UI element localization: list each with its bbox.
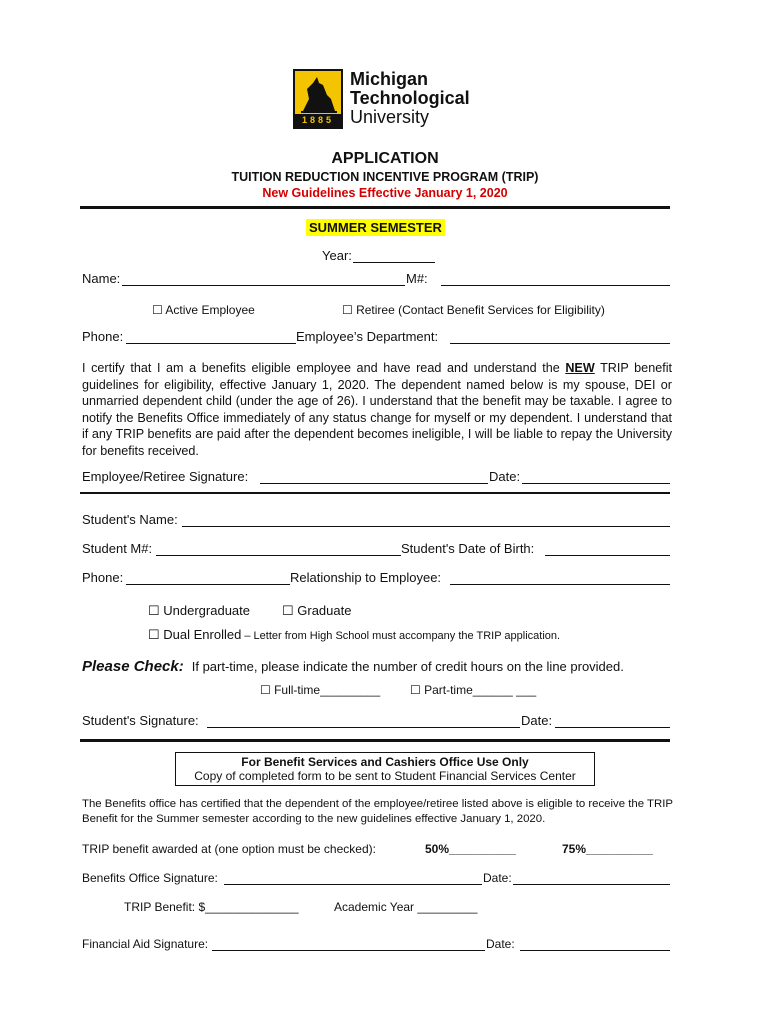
logo-line2: Technological bbox=[350, 88, 470, 108]
certification-paragraph bbox=[82, 360, 672, 460]
student-phone-field[interactable] bbox=[126, 584, 290, 585]
student-mnum-label: Student M#: bbox=[82, 541, 153, 556]
student-dob-field[interactable] bbox=[545, 555, 670, 556]
student-phone-label: Phone: bbox=[82, 570, 124, 585]
finaid-signature-field[interactable] bbox=[212, 950, 485, 951]
dual-enrolled-checkbox[interactable] bbox=[148, 627, 560, 643]
cert-text-after: TRIP benefit guidelines for eligibility, effective January 1, 2020. The dependent named below is my spouse, DEI or unmarried dependent child (under the age of 26). I understand that the benefit may be taxable. I agree to notify the Benefits Office immediately of any status change for myself or my dependent. I understand that if any TRIP benefits are paid after the dependent becomes ineligible, I will be liable to repay the University for benefits received. bbox=[82, 361, 672, 458]
department-label: Employee’s Department: bbox=[296, 329, 439, 344]
retiree-checkbox[interactable]: ☐ Retiree (Contact Benefit Services for Eligibility) bbox=[342, 303, 605, 317]
program-subtitle: TUITION REDUCTION INCENTIVE PROGRAM (TRIP) bbox=[231, 170, 539, 184]
office-use-box bbox=[175, 752, 595, 786]
section-divider bbox=[80, 492, 670, 494]
benefits-signature-field[interactable] bbox=[224, 884, 482, 885]
graduate-checkbox[interactable]: ☐ Graduate bbox=[282, 603, 352, 618]
phone-label: Phone: bbox=[82, 329, 124, 344]
dual-enrolled-note: – Letter from High School must accompany the TRIP application. bbox=[241, 630, 561, 642]
header-divider bbox=[80, 206, 670, 209]
academic-year-field[interactable]: Academic Year _________ bbox=[334, 900, 478, 914]
mnum-field[interactable] bbox=[441, 285, 670, 286]
finaid-date-label: Date: bbox=[486, 937, 515, 951]
logo-line1: Michigan bbox=[350, 69, 429, 89]
dual-enrolled-label: ☐ Dual Enrolled bbox=[148, 627, 242, 642]
relationship-field[interactable] bbox=[450, 584, 670, 585]
department-field[interactable] bbox=[450, 343, 670, 344]
employee-signature-field[interactable] bbox=[260, 483, 488, 484]
name-label: Name: bbox=[82, 271, 121, 286]
part-time-note: If part-time, please indicate the number of credit hours on the line provided. bbox=[191, 659, 624, 674]
office-certification-text: The Benefits office has certified that the dependent of the employee/retiree listed above is eligible to receive the TRIP Benefit for the Summer semester according to the new guidelines effective January 1, 2020. bbox=[82, 798, 673, 825]
logo-year: 1885 bbox=[295, 114, 341, 127]
student-name-label: Student's Name: bbox=[82, 512, 178, 527]
logo-line3: University bbox=[350, 107, 430, 127]
benefits-date-field[interactable] bbox=[513, 884, 670, 885]
student-date-label: Date: bbox=[521, 713, 553, 728]
mnum-label: M#: bbox=[406, 271, 428, 286]
part-time-checkbox[interactable]: ☐ Part-time______ ___ bbox=[410, 683, 537, 697]
cert-new-word: NEW bbox=[565, 361, 595, 375]
full-time-checkbox[interactable]: ☐ Full-time_________ bbox=[260, 683, 381, 697]
guidelines-notice: New Guidelines Effective January 1, 2020 bbox=[262, 186, 508, 200]
student-date-field[interactable] bbox=[555, 727, 670, 728]
please-check-label: Please Check: bbox=[82, 658, 184, 675]
undergraduate-checkbox[interactable]: ☐ Undergraduate bbox=[148, 603, 250, 618]
university-logo bbox=[293, 69, 343, 129]
trip-benefit-field[interactable]: TRIP Benefit: $______________ bbox=[124, 900, 299, 914]
employee-signature-label: Employee/Retiree Signature: bbox=[82, 469, 249, 484]
phone-field[interactable] bbox=[126, 343, 296, 344]
employee-date-label: Date: bbox=[489, 469, 521, 484]
office-box-subtitle: Copy of completed form to be sent to Student Financial Services Center bbox=[194, 769, 576, 783]
year-field[interactable] bbox=[353, 262, 435, 263]
page-title: APPLICATION bbox=[331, 150, 439, 167]
relationship-label: Relationship to Employee: bbox=[290, 570, 442, 585]
student-name-field[interactable] bbox=[182, 526, 670, 527]
university-name bbox=[350, 70, 470, 127]
active-employee-checkbox[interactable]: ☐ Active Employee bbox=[152, 303, 255, 317]
office-divider bbox=[80, 739, 670, 742]
benefits-signature-label: Benefits Office Signature: bbox=[82, 871, 218, 885]
student-mnum-field[interactable] bbox=[156, 555, 401, 556]
benefits-date-label: Date: bbox=[483, 871, 512, 885]
please-check-row bbox=[82, 658, 624, 676]
cert-text-before: I certify that I am a benefits eligible employee and have read and understand the bbox=[82, 361, 566, 375]
option-75-percent[interactable]: 75%__________ bbox=[562, 842, 653, 856]
option-50-percent[interactable]: 50%__________ bbox=[425, 842, 516, 856]
finaid-signature-label: Financial Aid Signature: bbox=[82, 937, 209, 951]
awarded-label: TRIP benefit awarded at (one option must be checked): bbox=[82, 842, 376, 856]
employee-date-field[interactable] bbox=[522, 483, 670, 484]
office-box-title: For Benefit Services and Cashiers Office Use Only bbox=[241, 755, 529, 769]
student-signature-field[interactable] bbox=[207, 727, 520, 728]
finaid-date-field[interactable] bbox=[520, 950, 670, 951]
student-dob-label: Student's Date of Birth: bbox=[401, 541, 535, 556]
name-field[interactable] bbox=[122, 285, 405, 286]
semester-label: SUMMER SEMESTER bbox=[306, 219, 445, 236]
husky-icon bbox=[299, 75, 339, 115]
student-signature-label: Student's Signature: bbox=[82, 713, 199, 728]
year-label: Year: bbox=[322, 248, 352, 263]
